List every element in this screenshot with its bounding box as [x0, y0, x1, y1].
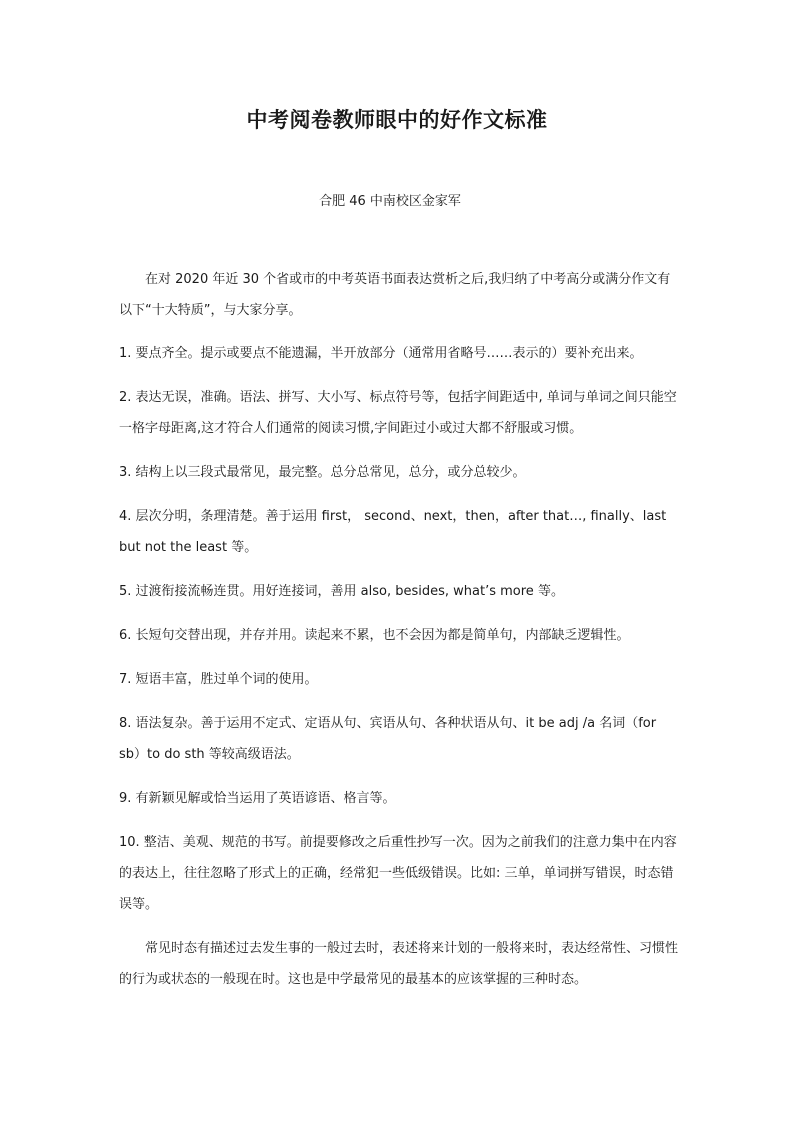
page-title: 中考阅卷教师眼中的好作文标准 — [246, 107, 548, 132]
author-line: 合肥 46 中南校区金家军 — [319, 194, 461, 209]
list-item-3: 3. 结构上以三段式最常见，最完整。总分总常见，总分，或分总较少。 — [119, 465, 526, 480]
document-body — [119, 264, 681, 995]
intro-paragraph: 在对 2020 年近 30 个省或市的中考英语书面表达赏析之后,我归纳了中考高分或满分作文有以下“十大特质”，与大家分享。 — [119, 272, 671, 318]
list-item-10: 10. 整洁、美观、规范的书写。前提要修改之后重性抄写一次。因为之前我们的注意力集中在内容的表达上，往往忽略了形式上的正确，经常犯一些低级错误。比如: 三单，单词拼写错误，时态错误等。 — [119, 835, 677, 912]
closing-paragraph: 常见时态有描述过去发生事的一般过去时，表述将来计划的一般将来时，表达经常性、习惯性的行为或状态的一般现在时。这也是中学最常见的最基本的应该掌握的三种时态。 — [119, 941, 679, 987]
list-item-7: 7. 短语丰富，胜过单个词的使用。 — [119, 672, 318, 687]
list-item-4: 4. 层次分明，条理清楚。善于运用 first， second、next，then，after that…, finally、last but not the least 等。 — [119, 509, 667, 555]
list-item-6: 6. 长短句交替出现，并存并用。读起来不累，也不会因为都是简单句，内部缺乏逻辑性。 — [119, 628, 630, 643]
list-item-1: 1. 要点齐全。提示或要点不能遗漏，半开放部分（通常用省略号……表示的）要补充出来。 — [119, 346, 643, 361]
list-item-2: 2. 表达无误，准确。语法、拼写、大小写、标点符号等，包括字间距适中, 单词与单词之间只能空一格字母距离,这才符合人们通常的阅读习惯,字间距过小或过大都不舒服或习惯。 — [119, 390, 677, 436]
list-item-9: 9. 有新颖见解或恰当运用了英语谚语、格言等。 — [119, 791, 396, 806]
list-item-5: 5. 过渡衔接流畅连贯。用好连接词，善用 also, besides, what’s more 等。 — [119, 584, 564, 599]
list-item-8: 8. 语法复杂。善于运用不定式、定语从句、宾语从句、各种状语从句、it be adj /a 名词（for sb）to do sth 等较高级语法。 — [119, 716, 657, 762]
